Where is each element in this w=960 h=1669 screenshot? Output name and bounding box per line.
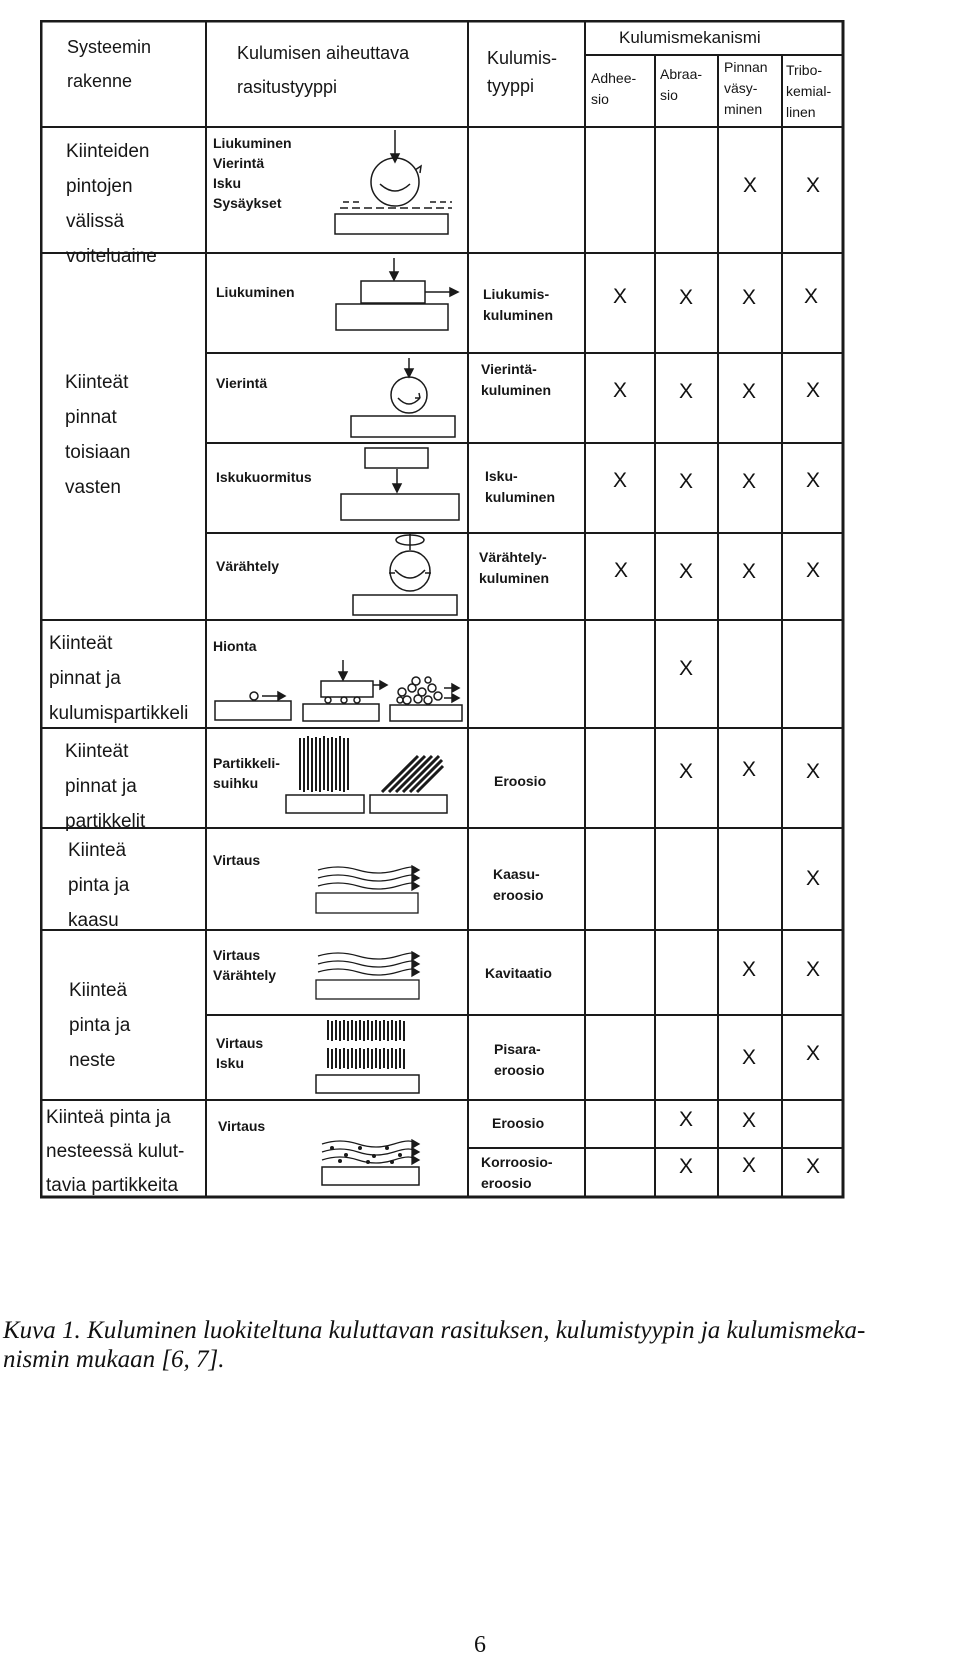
wear-type-label: Värähtely- kuluminen <box>479 549 550 586</box>
mechanism-mark: X <box>741 470 756 493</box>
load-type-label: Liukuminen Vierintä Isku Sysäykset <box>213 135 292 211</box>
mechanism-mark: X <box>612 285 627 308</box>
mechanism-mark: X <box>805 867 820 890</box>
system-label: Kiinteät pinnat ja kulumispartikkeli <box>49 633 189 724</box>
mechanism-mark: X <box>805 174 820 197</box>
load-type-label: Värähtely <box>216 558 280 574</box>
rolling-ball-diagram <box>351 358 455 437</box>
header-mechanism: Kulumismekanismi <box>619 28 761 47</box>
particle-jet-diagram <box>286 736 447 813</box>
wear-type-label: Pisara- eroosio <box>494 1041 545 1078</box>
wear-type-label: Kavitaatio <box>485 965 552 981</box>
header-abrasion: Abraa- sio <box>660 66 703 103</box>
system-label: Kiinteä pinta ja neste <box>69 980 131 1071</box>
system-label: Kiinteät pinnat ja partikkelit <box>65 741 146 832</box>
header-wear-type: Kulumis- tyyppi <box>487 48 558 96</box>
mechanism-mark: X <box>678 286 693 309</box>
lubricated-ball-diagram <box>335 130 452 234</box>
mechanism-mark: X <box>741 1046 756 1069</box>
grinding-particles-diagram <box>215 660 462 721</box>
wear-type-label: Kaasu- eroosio <box>493 866 544 903</box>
header-load-type: Kulumisen aiheuttava rasitustyyppi <box>237 43 410 97</box>
wear-type-label: Liukumis- kuluminen <box>483 286 554 323</box>
load-type-label: Virtaus Värähtely <box>213 947 277 983</box>
mechanism-mark: X <box>678 1155 693 1178</box>
mechanism-mark: X <box>678 560 693 583</box>
wear-type-label: Eroosio <box>492 1115 545 1131</box>
system-label: Kiinteä pinta ja nesteessä kulut- tavia partikkeita <box>46 1107 185 1196</box>
system-label: Kiinteät pinnat toisiaan vasten <box>65 372 131 498</box>
particle-flow-diagram <box>322 1140 419 1185</box>
load-type-label: Liukuminen <box>216 284 295 300</box>
load-type-label: Virtaus Isku <box>216 1035 264 1071</box>
mechanism-mark: X <box>805 760 820 783</box>
mechanism-mark: X <box>741 1109 756 1132</box>
mechanism-mark: X <box>678 760 693 783</box>
vibration-ball-diagram <box>353 534 457 615</box>
mechanism-mark: X <box>742 174 757 197</box>
mechanism-mark: X <box>678 1108 693 1131</box>
wear-type-label: Isku- kuluminen <box>485 468 556 505</box>
load-type-label: Iskukuormitus <box>216 469 312 485</box>
header-adhesion: Adhee- sio <box>591 70 637 107</box>
header-fatigue: Pinnan väsy- minen <box>724 59 768 117</box>
wear-type-label: Eroosio <box>494 773 547 789</box>
mechanism-mark: X <box>741 1154 756 1177</box>
mechanism-mark: X <box>741 380 756 403</box>
mechanism-mark: X <box>741 958 756 981</box>
sliding-block-diagram <box>336 258 458 330</box>
load-type-label: Virtaus <box>213 852 261 868</box>
system-label: Kiinteiden pintojen välissä voiteluaine <box>66 141 157 267</box>
mechanism-mark: X <box>678 657 693 680</box>
cavitation-flow-diagram <box>316 952 419 999</box>
mechanism-mark: X <box>805 469 820 492</box>
load-type-label: Virtaus <box>218 1118 266 1134</box>
header-system: Systeemin rakenne <box>67 37 152 91</box>
load-type-label: Vierintä <box>216 375 268 391</box>
mechanism-mark: X <box>741 758 756 781</box>
mechanism-mark: X <box>805 559 820 582</box>
mechanism-mark: X <box>805 958 820 981</box>
header-tribochemical: Tribo- kemial- linen <box>786 62 832 120</box>
mechanism-mark: X <box>805 1155 820 1178</box>
mechanism-mark: X <box>678 470 693 493</box>
wear-type-label: Vierintä- kuluminen <box>481 361 552 398</box>
mechanism-mark: X <box>741 560 756 583</box>
impact-block-diagram <box>341 448 459 520</box>
load-type-label: Partikkeli- suihku <box>213 755 280 791</box>
system-label: Kiinteä pinta ja kaasu <box>68 840 130 931</box>
page-number: 6 <box>474 1632 486 1658</box>
droplet-impact-diagram <box>316 1020 419 1093</box>
figure-caption: Kuva 1. Kuluminen luokiteltuna kuluttavan rasituksen, kulumistyypin ja kulumismeka- nismin mukaan [6, 7]. <box>3 1317 866 1373</box>
mechanism-mark: X <box>803 285 818 308</box>
mechanism-mark: X <box>805 379 820 402</box>
wear-type-label: Korroosio- eroosio <box>481 1154 553 1191</box>
gas-flow-diagram <box>316 866 419 913</box>
mechanism-mark: X <box>678 380 693 403</box>
mechanism-mark: X <box>612 379 627 402</box>
mechanism-mark: X <box>805 1042 820 1065</box>
mechanism-mark: X <box>613 559 628 582</box>
wear-classification-figure <box>40 20 904 1268</box>
mechanism-mark: X <box>741 286 756 309</box>
mechanism-mark: X <box>612 469 627 492</box>
load-type-label: Hionta <box>213 638 257 654</box>
